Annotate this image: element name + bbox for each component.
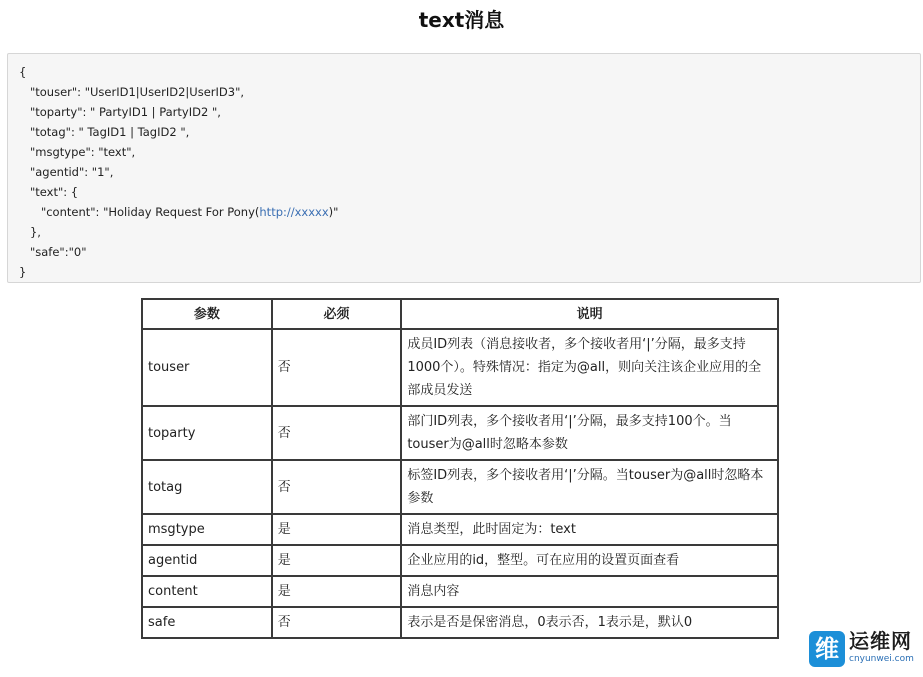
param-cell: totag <box>142 460 272 514</box>
param-cell: touser <box>142 329 272 406</box>
description-cell: 企业应用的id，整型。可在应用的设置页面查看 <box>401 545 778 576</box>
code-text: "text": { <box>29 185 79 199</box>
code-link[interactable]: http://xxxxx <box>259 205 329 219</box>
table-row <box>142 460 778 514</box>
code-text: "totag": " TagID1 | TagID2 ", <box>29 125 190 139</box>
code-line <box>19 162 909 182</box>
required-cell: 否 <box>272 406 402 460</box>
table-row <box>142 406 778 460</box>
required-cell: 是 <box>272 545 402 576</box>
page-title: text消息 <box>418 8 505 32</box>
description-cell: 部门ID列表，多个接收者用‘|’分隔，最多支持100个。当touser为@all时忽略本参数 <box>401 406 778 460</box>
watermark-domain: cnyunwei.com <box>849 654 914 664</box>
code-text-tail: )" <box>328 205 339 219</box>
table-row <box>142 514 778 545</box>
table-row <box>142 545 778 576</box>
code-text: "toparty": " PartyID1 | PartyID2 ", <box>29 105 221 119</box>
required-cell: 是 <box>272 576 402 607</box>
required-cell: 否 <box>272 460 402 514</box>
param-cell: msgtype <box>142 514 272 545</box>
param-cell: safe <box>142 607 272 638</box>
description-cell: 成员ID列表（消息接收者，多个接收者用‘|’分隔，最多支持1000个）。特殊情况：指定为@all，则向关注该企业应用的全部成员发送 <box>401 329 778 406</box>
code-line <box>19 62 909 82</box>
params-table <box>141 298 779 639</box>
table-row <box>142 576 778 607</box>
code-text: } <box>19 265 27 279</box>
param-cell: content <box>142 576 272 607</box>
code-text: { <box>19 65 27 79</box>
param-cell: toparty <box>142 406 272 460</box>
code-line <box>19 202 909 222</box>
header-description: 说明 <box>401 299 778 329</box>
code-line <box>19 182 909 202</box>
code-block <box>7 53 921 283</box>
header-param: 参数 <box>142 299 272 329</box>
required-cell: 是 <box>272 514 402 545</box>
param-cell: agentid <box>142 545 272 576</box>
description-cell: 消息内容 <box>401 576 778 607</box>
watermark-logo-icon: 维 <box>809 631 845 667</box>
site-watermark <box>809 629 919 671</box>
table-row <box>142 329 778 406</box>
header-required: 必须 <box>272 299 402 329</box>
code-line <box>19 262 909 282</box>
code-line <box>19 142 909 162</box>
required-cell: 否 <box>272 607 402 638</box>
watermark-name: 运维网 <box>849 629 912 653</box>
code-line <box>19 82 909 102</box>
code-text: "msgtype": "text", <box>29 145 136 159</box>
code-line <box>19 122 909 142</box>
code-line <box>19 102 909 122</box>
code-line <box>19 222 909 242</box>
required-cell: 否 <box>272 329 402 406</box>
table-row <box>142 607 778 638</box>
code-line <box>19 242 909 262</box>
description-cell: 标签ID列表，多个接收者用‘|’分隔。当touser为@all时忽略本参数 <box>401 460 778 514</box>
code-text: "safe":"0" <box>29 245 87 259</box>
code-text: }, <box>29 225 41 239</box>
code-text: "content": "Holiday Request For Pony( <box>40 205 260 219</box>
code-text: "touser": "UserID1|UserID2|UserID3", <box>29 85 245 99</box>
table-header-row <box>142 299 778 329</box>
description-cell: 表示是否是保密消息，0表示否，1表示是，默认0 <box>401 607 778 638</box>
description-cell: 消息类型，此时固定为：text <box>401 514 778 545</box>
code-text: "agentid": "1", <box>29 165 114 179</box>
